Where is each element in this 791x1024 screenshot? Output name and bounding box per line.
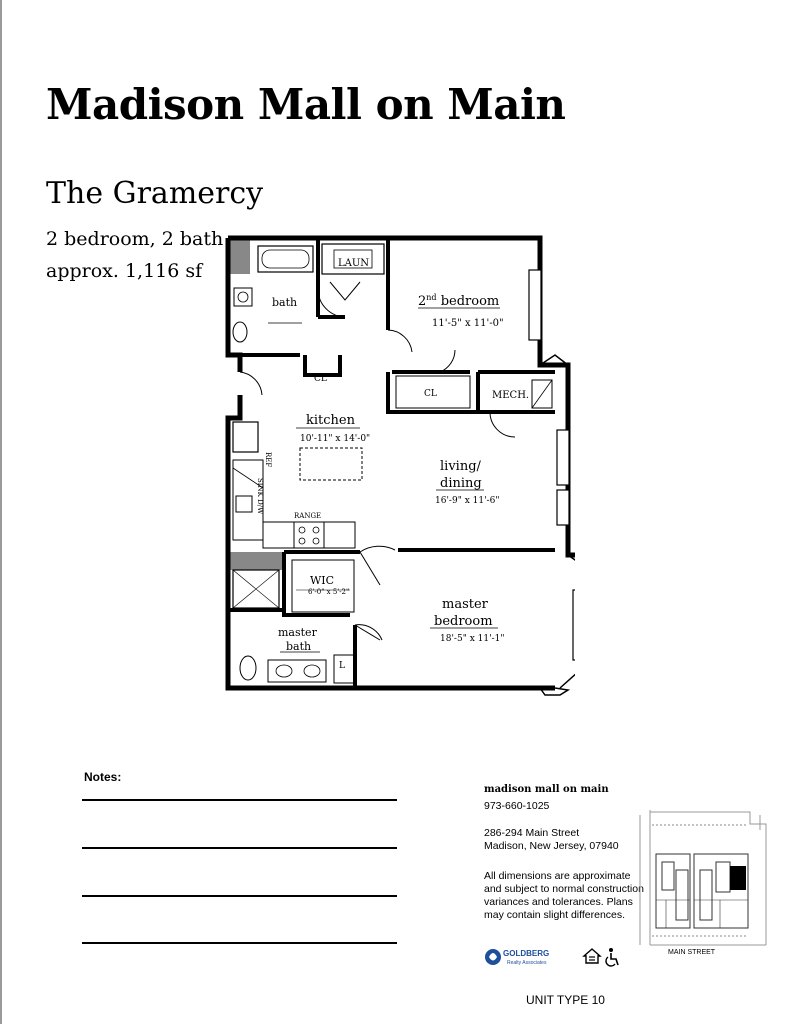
note-line: [82, 799, 397, 801]
kitchen-label: kitchen: [306, 413, 355, 428]
living-label-2: dining: [440, 476, 482, 491]
note-line: [82, 942, 397, 944]
master-bedroom-label-2: bedroom: [434, 614, 493, 629]
linen-label: L: [339, 661, 345, 671]
living-dims: 16'-9" x 11'-6": [435, 496, 500, 506]
unit-layout: 2 bedroom, 2 bath: [46, 228, 224, 250]
goldberg-logo-text: GOLDBERG: [503, 949, 550, 958]
range: [294, 522, 324, 548]
vanity-sink: [304, 665, 320, 677]
fridge-label: REF: [264, 452, 272, 468]
refrigerator: [233, 422, 258, 452]
kitchen-sink: [236, 496, 252, 512]
page-edge-rule: [0, 0, 2, 1024]
laundry-label: LAUN: [338, 258, 370, 269]
living-label-1: living/: [440, 459, 481, 474]
floor-plan: [215, 230, 575, 700]
hall-closet-label: CL: [314, 374, 327, 384]
mech-label: MECH.: [492, 390, 530, 401]
site-key-map: [632, 808, 772, 948]
sink-basin: [238, 292, 248, 302]
phone-number: 973-660-1025: [484, 800, 550, 812]
shaft-shading: [228, 238, 250, 274]
sink-dw-label: SINK D/W: [256, 478, 264, 515]
bath-sink: [234, 288, 252, 306]
mech-diagonal: [532, 380, 552, 408]
note-line: [82, 895, 397, 897]
kitchen-island: [300, 448, 362, 480]
shaft-shading: [228, 552, 284, 570]
vanity-sink: [276, 665, 292, 677]
range-label: RANGE: [294, 512, 322, 520]
bedroom-closet-label: CL: [424, 389, 437, 399]
unit-area: approx. 1,116 sf: [46, 260, 203, 282]
equal-housing-icon: [584, 949, 600, 963]
bathtub-basin: [262, 250, 309, 268]
property-title: Madison Mall on Main: [46, 80, 566, 129]
master-bedroom-dims: 18'-5" x 11'-1": [440, 634, 505, 644]
unit-name: The Gramercy: [46, 176, 264, 211]
wic-label: WIC: [310, 574, 335, 587]
burner: [313, 538, 319, 544]
address-line-1: 286-294 Main Street: [484, 827, 580, 839]
burner: [299, 538, 305, 544]
burner: [313, 527, 319, 533]
logo-row: [484, 944, 634, 970]
notes-label: Notes:: [84, 770, 122, 784]
building-footprint: [656, 854, 748, 928]
disclaimer-text: All dimensions are approximate and subject to normal construction variances and tolerances. Plans may contain slight differences.: [484, 870, 644, 921]
master-bedroom-label-1: master: [442, 597, 488, 612]
accessibility-icon-head: [609, 948, 613, 952]
master-toilet: [240, 656, 256, 680]
burner: [299, 527, 305, 533]
range-counter: [263, 522, 355, 548]
accessibility-icon-body: [611, 953, 618, 965]
unit-highlight: [730, 866, 746, 890]
double-vanity: [268, 660, 326, 682]
goldberg-logo-subtext: Realty Associates: [507, 960, 547, 966]
windows: [529, 270, 575, 660]
second-bedroom-label: 2nd bedroom: [418, 293, 500, 309]
master-bath-label-2: bath: [286, 640, 312, 653]
toilet: [233, 322, 247, 342]
address-line-2: Madison, New Jersey, 07940: [484, 840, 619, 852]
wic-dims: 6'-0" x 5'-2": [308, 588, 350, 596]
main-street-label: MAIN STREET: [668, 949, 716, 956]
second-bedroom-dims: 11'-5" x 11'-0": [432, 318, 504, 329]
bath-label: bath: [272, 296, 298, 309]
note-line: [82, 847, 397, 849]
brand-name: madison mall on main: [484, 784, 609, 795]
unit-type-label: UNIT TYPE 10: [526, 993, 605, 1007]
master-bath-label-1: master: [278, 626, 317, 639]
kitchen-dims: 10'-11" x 14'-0": [300, 434, 371, 444]
